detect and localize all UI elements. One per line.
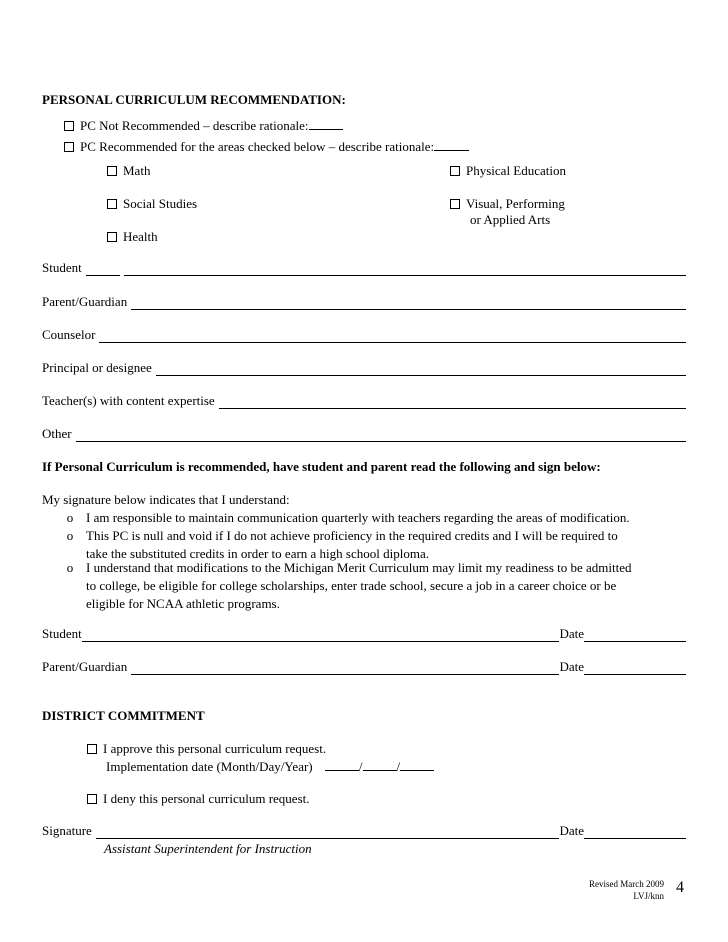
area-social-studies-label: Social Studies: [123, 196, 198, 211]
understanding-item-3-line-3: eligible for NCAA athletic programs.: [86, 596, 280, 611]
date-separator: /: [396, 759, 401, 774]
parent-guardian-line[interactable]: [131, 297, 686, 310]
bullet-marker: o: [66, 528, 74, 543]
understanding-item-3-line-2: to college, be eligible for college scholarships, enter trade school, secure a job in a career choice or be: [86, 578, 617, 593]
district-date-line[interactable]: [584, 826, 686, 839]
principal-label: Principal or designee: [42, 360, 152, 375]
option-not-recommended: [64, 117, 343, 134]
parent-signature-row: [42, 659, 686, 675]
deny-option: [87, 791, 310, 807]
understanding-item-3-line-1: I understand that modifications to the Michigan Merit Curriculum may limit my readiness to be admitted: [86, 560, 632, 575]
principal-line[interactable]: [156, 363, 686, 376]
rationale-line[interactable]: [309, 117, 343, 130]
signer-title: Assistant Superintendent for Instruction: [104, 841, 312, 856]
area-pe-label: Physical Education: [466, 163, 567, 178]
author-initials: LVJ/knn: [633, 891, 664, 901]
approve-label: I approve this personal curriculum request.: [103, 741, 327, 756]
page-number: 4: [676, 879, 684, 896]
teachers-label: Teacher(s) with content expertise: [42, 393, 215, 408]
understanding-item-2-line-2: take the substituted credits in order to earn a high school diploma.: [86, 546, 429, 561]
student-date-line[interactable]: [584, 629, 686, 642]
checkbox-health[interactable]: [107, 232, 117, 242]
area-health: [107, 229, 158, 245]
parent-date-line[interactable]: [584, 662, 686, 675]
bullet-marker: o: [66, 510, 74, 525]
parent-signature-label: Parent/Guardian: [42, 659, 128, 674]
student-short-line[interactable]: [86, 263, 120, 276]
parent-date-label: Date: [559, 659, 584, 674]
bullet-marker: o: [66, 560, 74, 575]
district-title: DISTRICT COMMITMENT: [42, 708, 205, 723]
area-physical-education: [450, 163, 566, 179]
area-health-label: Health: [123, 229, 158, 244]
option-recommended: [64, 138, 469, 155]
impl-day-line[interactable]: [363, 758, 397, 771]
area-visual-arts: [450, 196, 565, 212]
implementation-date-row: [106, 758, 434, 775]
student-label: Student: [42, 260, 82, 275]
checkbox-physical-education[interactable]: [450, 166, 460, 176]
parent-guardian-label: Parent/Guardian: [42, 294, 128, 309]
student-date-label: Date: [559, 626, 584, 641]
option-recommended-label: PC Recommended for the areas checked below – describe rationale:: [80, 139, 435, 154]
district-signature-line[interactable]: [96, 826, 560, 839]
student-signature-label: Student: [42, 626, 82, 641]
area-social-studies: [107, 196, 197, 212]
approve-option: [87, 741, 326, 757]
teachers-row: [42, 393, 686, 409]
area-visual-arts-label-2: or Applied Arts: [470, 212, 551, 227]
checkbox-approve[interactable]: [87, 744, 97, 754]
checkbox-social-studies[interactable]: [107, 199, 117, 209]
checkbox-visual-arts[interactable]: [450, 199, 460, 209]
impl-year-line[interactable]: [400, 758, 434, 771]
implementation-date-label: Implementation date (Month/Day/Year): [106, 759, 313, 774]
instruction-text: If Personal Curriculum is recommended, have student and parent read the following and sign below:: [42, 459, 601, 474]
checkbox-deny[interactable]: [87, 794, 97, 804]
counselor-label: Counselor: [42, 327, 96, 342]
understanding-item-1: I am responsible to maintain communication quarterly with teachers regarding the areas of modification.: [86, 510, 630, 525]
other-line[interactable]: [76, 429, 686, 442]
area-visual-arts-label: Visual, Performing: [466, 196, 565, 211]
parent-signature-line[interactable]: [131, 662, 559, 675]
district-date-label: Date: [559, 823, 584, 838]
understanding-item-2-line-1: This PC is null and void if I do not achieve proficiency in the required credits and I will be required to: [86, 528, 618, 543]
student-signature-row: [42, 626, 686, 642]
section-title: PERSONAL CURRICULUM RECOMMENDATION:: [42, 92, 346, 107]
parent-guardian-row: [42, 294, 686, 310]
teachers-line[interactable]: [219, 396, 686, 409]
district-signature-label: Signature: [42, 823, 92, 838]
date-separator: /: [358, 759, 363, 774]
student-signature-line[interactable]: [82, 629, 560, 642]
checkbox-not-recommended[interactable]: [64, 121, 74, 131]
checkbox-recommended[interactable]: [64, 142, 74, 152]
checkbox-math[interactable]: [107, 166, 117, 176]
revised-date: Revised March 2009: [589, 879, 664, 889]
student-row: [42, 260, 686, 276]
understanding-intro: My signature below indicates that I understand:: [42, 492, 290, 507]
other-row: [42, 426, 686, 442]
other-label: Other: [42, 426, 72, 441]
area-math-label: Math: [123, 163, 151, 178]
student-line[interactable]: [124, 263, 686, 276]
impl-month-line[interactable]: [325, 758, 359, 771]
counselor-line[interactable]: [99, 330, 686, 343]
option-not-recommended-label: PC Not Recommended – describe rationale:: [80, 118, 309, 133]
counselor-row: [42, 327, 686, 343]
deny-label: I deny this personal curriculum request.: [103, 791, 310, 806]
principal-row: [42, 360, 686, 376]
area-math: [107, 163, 150, 179]
district-signature-row: [42, 823, 686, 839]
rationale-line[interactable]: [434, 138, 469, 151]
